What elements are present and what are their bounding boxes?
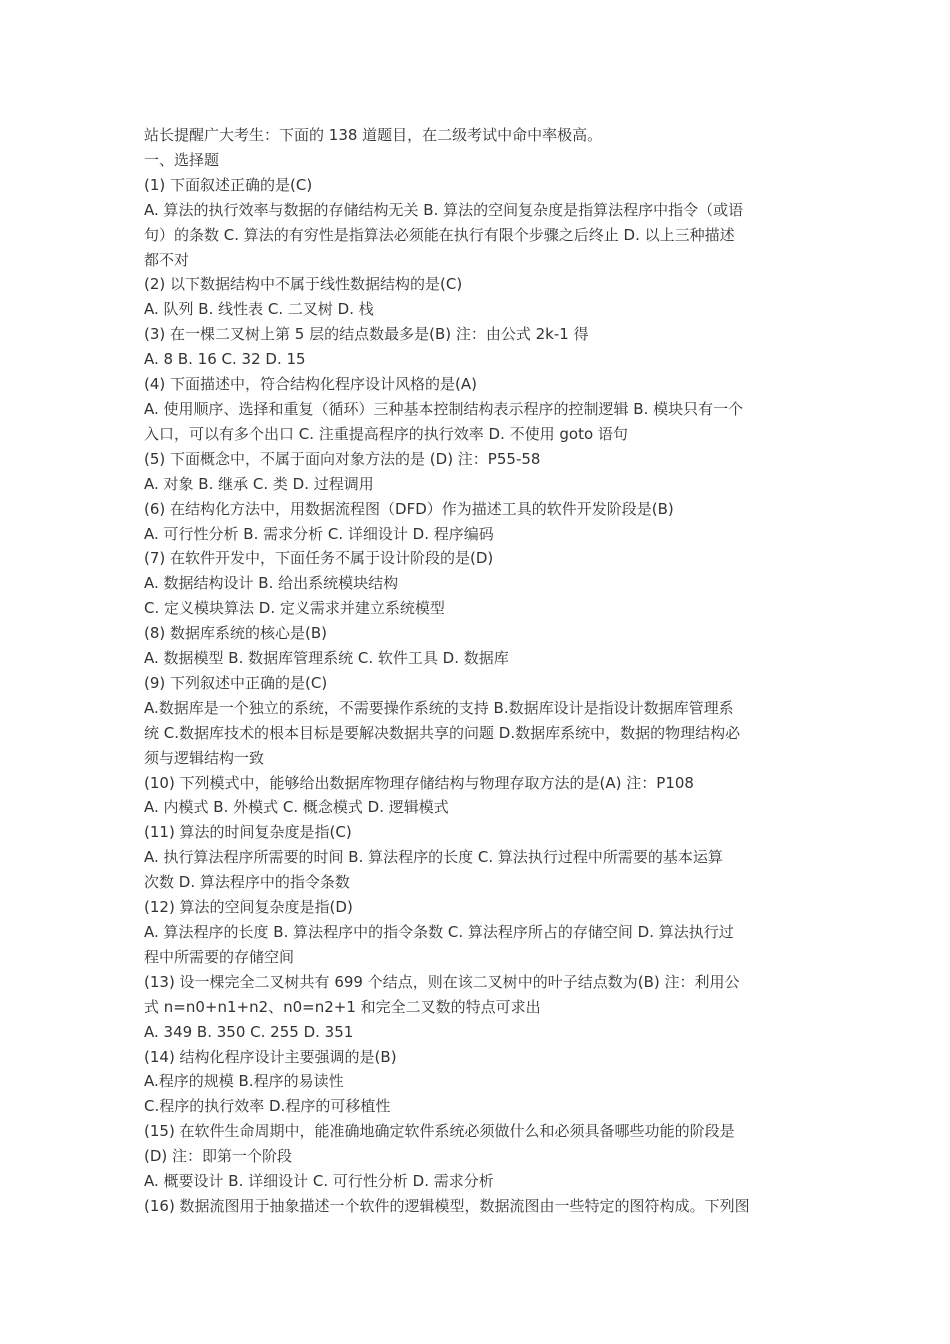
- question-1: (1) 下面叙述正确的是(C): [144, 175, 313, 194]
- question-10: (10) 下列模式中，能够给出数据库物理存储结构与物理存取方法的是(A) 注：P108: [144, 773, 694, 792]
- question-14-options: C.程序的执行效率 D.程序的可移植性: [144, 1097, 391, 1116]
- question-4-options: 入口，可以有多个出口 C. 注重提高程序的执行效率 D. 不使用 goto 语句: [144, 424, 628, 443]
- question-9: (9) 下列叙述中正确的是(C): [144, 673, 328, 692]
- question-1-options: 都不对: [144, 250, 190, 269]
- question-16: (16) 数据流图用于抽象描述一个软件的逻辑模型，数据流图由一些特定的图符构成。下列图: [144, 1196, 750, 1215]
- question-13: (13) 设一棵完全二叉树共有 699 个结点，则在该二叉树中的叶子结点数为(B) 注：利用公: [144, 972, 740, 991]
- question-3: (3) 在一棵二叉树上第 5 层的结点数最多是(B) 注：由公式 2k-1 得: [144, 325, 589, 344]
- question-11-options: 次数 D. 算法程序中的指令条数: [144, 873, 350, 892]
- question-5: (5) 下面概念中，不属于面向对象方法的是 (D) 注：P55-58: [144, 449, 541, 468]
- question-11: (11) 算法的时间复杂度是指(C): [144, 823, 352, 842]
- question-9-options: A.数据库是一个独立的系统，不需要操作系统的支持 B.数据库设计是指设计数据库管理系: [144, 698, 734, 717]
- question-4: (4) 下面描述中，符合结构化程序设计风格的是(A): [144, 375, 477, 394]
- question-12: (12) 算法的空间复杂度是指(D): [144, 898, 353, 917]
- question-1-options: 句）的条数 C. 算法的有穷性是指算法必须能在执行有限个步骤之后终止 D. 以上三种描述: [144, 225, 735, 244]
- question-15: (D) 注：即第一个阶段: [144, 1147, 293, 1166]
- question-7: (7) 在软件开发中，下面任务不属于设计阶段的是(D): [144, 549, 494, 568]
- question-2: (2) 以下数据结构中不属于线性数据结构的是(C): [144, 275, 463, 294]
- question-8: (8) 数据库系统的核心是(B): [144, 624, 328, 643]
- question-2-options: A. 队列 B. 线性表 C. 二叉树 D. 栈: [144, 300, 374, 319]
- question-7-options: C. 定义模块算法 D. 定义需求并建立系统模型: [144, 599, 445, 618]
- question-15: (15) 在软件生命周期中，能准确地确定软件系统必须做什么和必须具备哪些功能的阶段是: [144, 1122, 735, 1141]
- question-11-options: A. 执行算法程序所需要的时间 B. 算法程序的长度 C. 算法执行过程中所需要的基本运算: [144, 848, 723, 867]
- document-page: [144, 123, 808, 1219]
- question-8-options: A. 数据模型 B. 数据库管理系统 C. 软件工具 D. 数据库: [144, 649, 509, 668]
- question-9-options: 须与逻辑结构一致: [144, 748, 265, 767]
- question-13-options: A. 349 B. 350 C. 255 D. 351: [144, 1022, 354, 1041]
- question-3-options: A. 8 B. 16 C. 32 D. 15: [144, 350, 306, 369]
- question-9-options: 统 C.数据库技术的根本目标是要解决数据共享的问题 D.数据库系统中，数据的物理结构必: [144, 723, 741, 742]
- question-12-options: 程中所需要的存储空间: [144, 947, 295, 966]
- question-1-options: A. 算法的执行效率与数据的存储结构无关 B. 算法的空间复杂度是指算法程序中指令（或语: [144, 200, 744, 219]
- intro-line: 站长提醒广大考生：下面的 138 道题目，在二级考试中命中率极高。: [144, 126, 603, 144]
- question-15-options: A. 概要设计 B. 详细设计 C. 可行性分析 D. 需求分析: [144, 1172, 494, 1191]
- question-12-options: A. 算法程序的长度 B. 算法程序中的指令条数 C. 算法程序所占的存储空间 D. 算法执行过: [144, 923, 734, 941]
- question-7-options: A. 数据结构设计 B. 给出系统模块结构: [144, 574, 399, 593]
- question-14-options: A.程序的规模 B.程序的易读性: [144, 1072, 344, 1091]
- section-heading: 一、选择题: [144, 150, 220, 169]
- question-6-options: A. 可行性分析 B. 需求分析 C. 详细设计 D. 程序编码: [144, 524, 494, 543]
- question-4-options: A. 使用顺序、选择和重复（循环）三种基本控制结构表示程序的控制逻辑 B. 模块只有一个: [144, 399, 744, 418]
- question-10-options: A. 内模式 B. 外模式 C. 概念模式 D. 逻辑模式: [144, 798, 449, 817]
- question-5-options: A. 对象 B. 继承 C. 类 D. 过程调用: [144, 474, 374, 493]
- question-6: (6) 在结构化方法中，用数据流程图（DFD）作为描述工具的软件开发阶段是(B): [144, 499, 674, 518]
- question-14: (14) 结构化程序设计主要强调的是(B): [144, 1047, 397, 1066]
- question-13: 式 n=n0+n1+n2、n0=n2+1 和完全二叉数的特点可求出: [144, 997, 541, 1016]
